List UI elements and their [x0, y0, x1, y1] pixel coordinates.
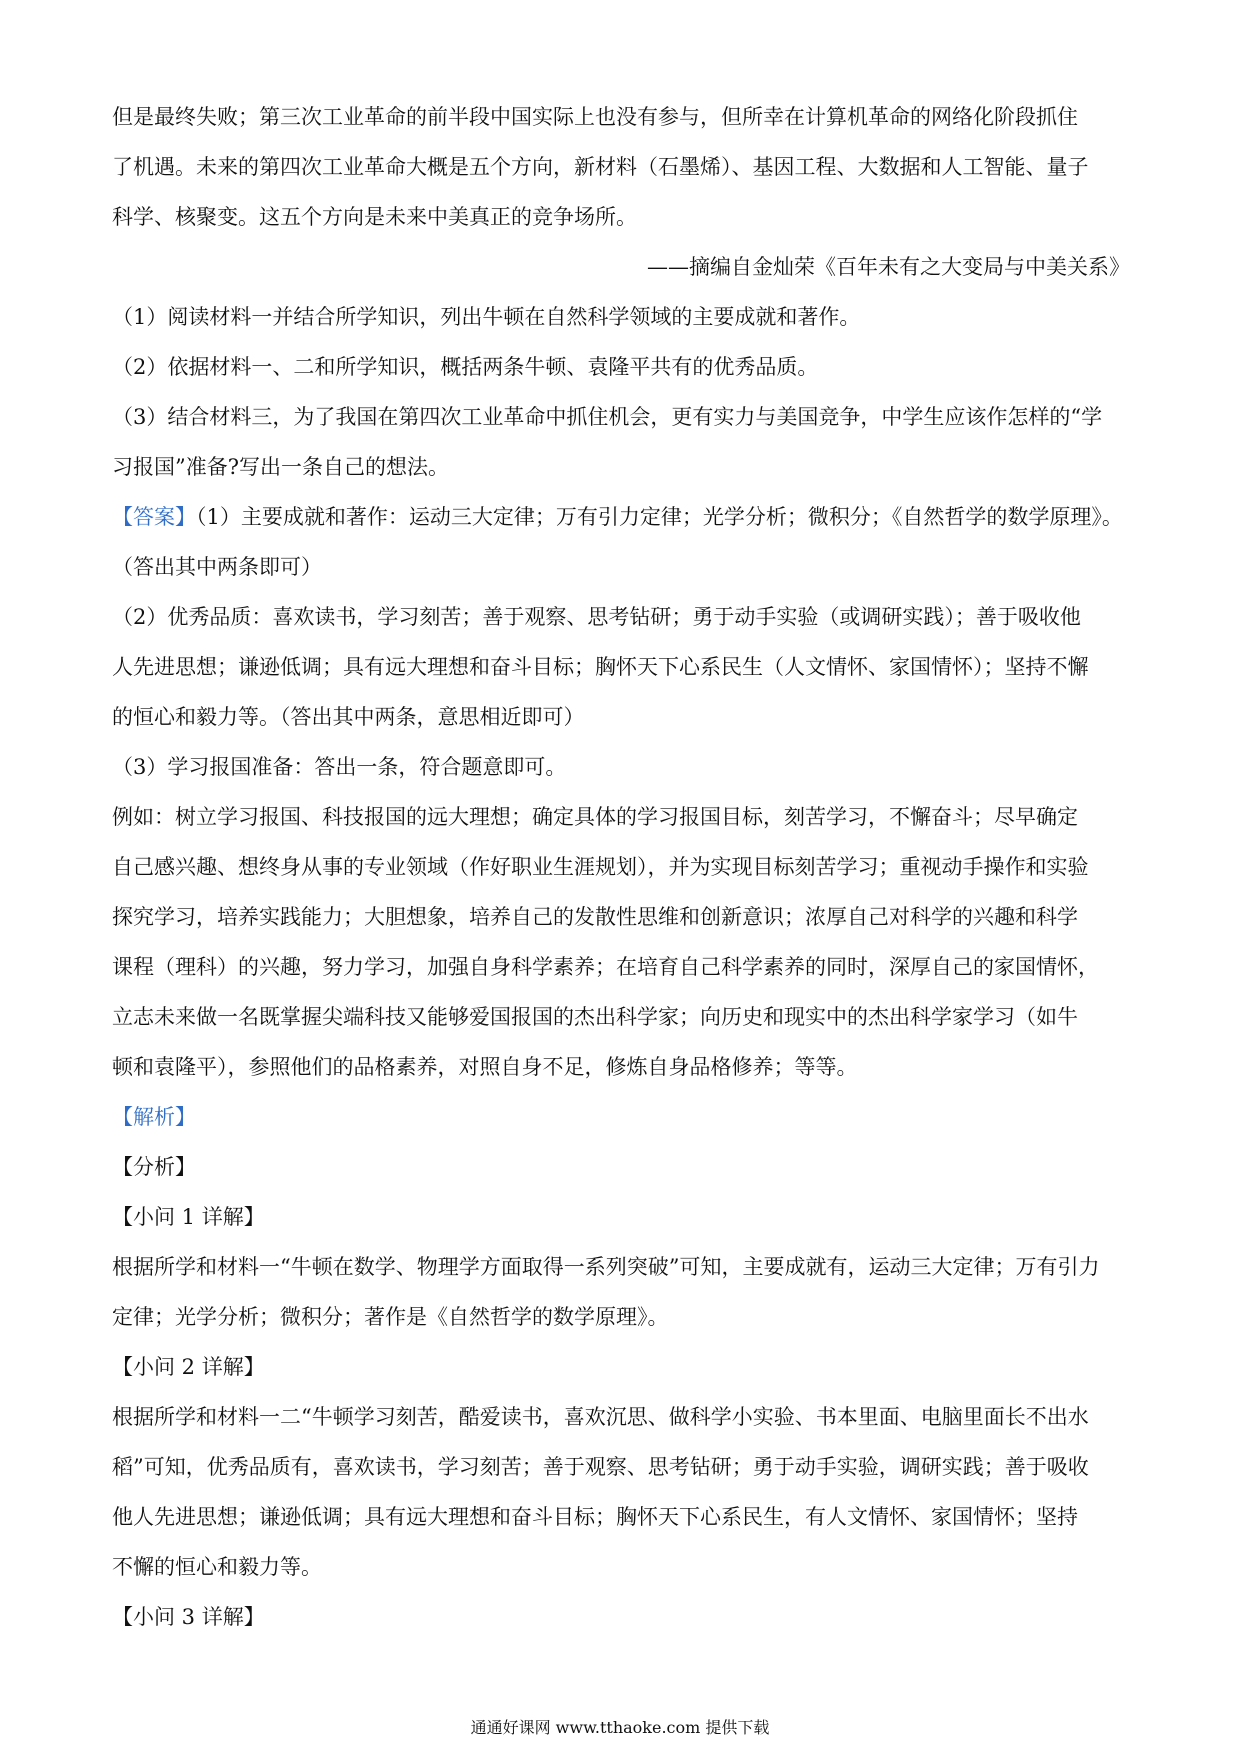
- material-source-citation: ——摘编自金灿荣《百年未有之大变局与中美关系》: [647, 255, 1130, 279]
- sub-question-2-line: 根据所学和材料一二“牛顿学习刻苦，酷爱读书，喜欢沉思、做科学小实验、书本里面、电脑里面长不出水: [112, 1405, 1089, 1429]
- answer-1-text: （1）主要成就和著作：运动三大定律；万有引力定律；光学分析；微积分；《自然哲学的数学原理》。: [196, 505, 1123, 529]
- question-3-line: 习报国”准备?写出一条自己的想法。: [112, 455, 449, 479]
- answer-section: [112, 492, 1134, 1092]
- example-line: 立志未来做一名既掌握尖端科技又能够爱国报国的杰出科学家；向历史和现实中的杰出科学家学习（如牛: [112, 1005, 1078, 1029]
- sub-question-2-title: 【小问 2 详解】: [112, 1355, 265, 1379]
- sub-question-1-line: 定律；光学分析；微积分；著作是《自然哲学的数学原理》。: [112, 1305, 669, 1329]
- analysis-tag: 【解析】: [112, 1105, 196, 1129]
- example-line: 顿和袁隆平），参照他们的品格素养，对照自身不足，修炼自身品格修养；等等。: [112, 1055, 858, 1079]
- analysis-heading: 【分析】: [112, 1155, 196, 1179]
- page-footer: 通通好课网 www.tthaoke.com 提供下载: [470, 1718, 770, 1737]
- example-line: 例如：树立学习报国、科技报国的远大理想；确定具体的学习报国目标，刻苦学习，不懈奋斗；尽早确定: [112, 805, 1078, 829]
- answer-2-line: 人先进思想；谦逊低调；具有远大理想和奋斗目标；胸怀天下心系民生（人文情怀、家国情怀）；坚持不懈: [112, 655, 1089, 679]
- question-2: （2）依据材料一、二和所学知识，概括两条牛顿、袁隆平共有的优秀品质。: [112, 355, 819, 379]
- questions: [112, 292, 1134, 492]
- answer-tag: 【答案】: [112, 505, 196, 529]
- example-line: 课程（理科）的兴趣，努力学习，加强自身科学素养；在培育自己科学素养的同时，深厚自己的家国情怀，: [112, 955, 1099, 979]
- material-3-text: [112, 92, 1134, 292]
- text-line: 但是最终失败；第三次工业革命的前半段中国实际上也没有参与，但所幸在计算机革命的网络化阶段抓住: [112, 105, 1078, 129]
- answer-3: （3）学习报国准备：答出一条，符合题意即可。: [112, 755, 567, 779]
- document-body: [112, 92, 1134, 1642]
- example-line: 探究学习，培养实践能力；大胆想象，培养自己的发散性思维和创新意识；浓厚自己对科学的兴趣和科学: [112, 905, 1078, 929]
- question-3-line: （3）结合材料三，为了我国在第四次工业革命中抓住机会，更有实力与美国竞争，中学生应该作怎样的“学: [112, 405, 1103, 429]
- question-1: （1）阅读材料一并结合所学知识，列出牛顿在自然科学领域的主要成就和著作。: [112, 305, 861, 329]
- answer-2-line: （2）优秀品质：喜欢读书，学习刻苦；善于观察、思考钻研；勇于动手实验（或调研实践）；善于吸收他: [112, 605, 1081, 629]
- sub-question-3-title: 【小问 3 详解】: [112, 1605, 265, 1629]
- sub-question-2-line: 他人先进思想；谦逊低调；具有远大理想和奋斗目标；胸怀天下心系民生，有人文情怀、家国情怀；坚持: [112, 1505, 1078, 1529]
- sub-question-1-line: 根据所学和材料一“牛顿在数学、物理学方面取得一系列突破”可知，主要成就有，运动三大定律；万有引力: [112, 1255, 1100, 1279]
- text-line: 科学、核聚变。这五个方向是未来中美真正的竞争场所。: [112, 205, 637, 229]
- answer-1-line: [112, 492, 1134, 542]
- text-line: 了机遇。未来的第四次工业革命大概是五个方向，新材料（石墨烯）、基因工程、大数据和人工智能、量子: [112, 155, 1089, 179]
- answer-2-line: 的恒心和毅力等。（答出其中两条，意思相近即可）: [112, 705, 585, 729]
- answer-1-line: （答出其中两条即可）: [112, 555, 322, 579]
- sub-question-1-title: 【小问 1 详解】: [112, 1205, 265, 1229]
- sub-question-2-line: 不懈的恒心和毅力等。: [112, 1555, 322, 1579]
- sub-question-2-line: 稻”可知，优秀品质有，喜欢读书，学习刻苦；善于观察、思考钻研；勇于动手实验，调研实践；善于吸收: [112, 1455, 1089, 1479]
- analysis-section: [112, 1092, 1134, 1642]
- example-line: 自己感兴趣、想终身从事的专业领域（作好职业生涯规划），并为实现目标刻苦学习；重视动手操作和实验: [112, 855, 1089, 879]
